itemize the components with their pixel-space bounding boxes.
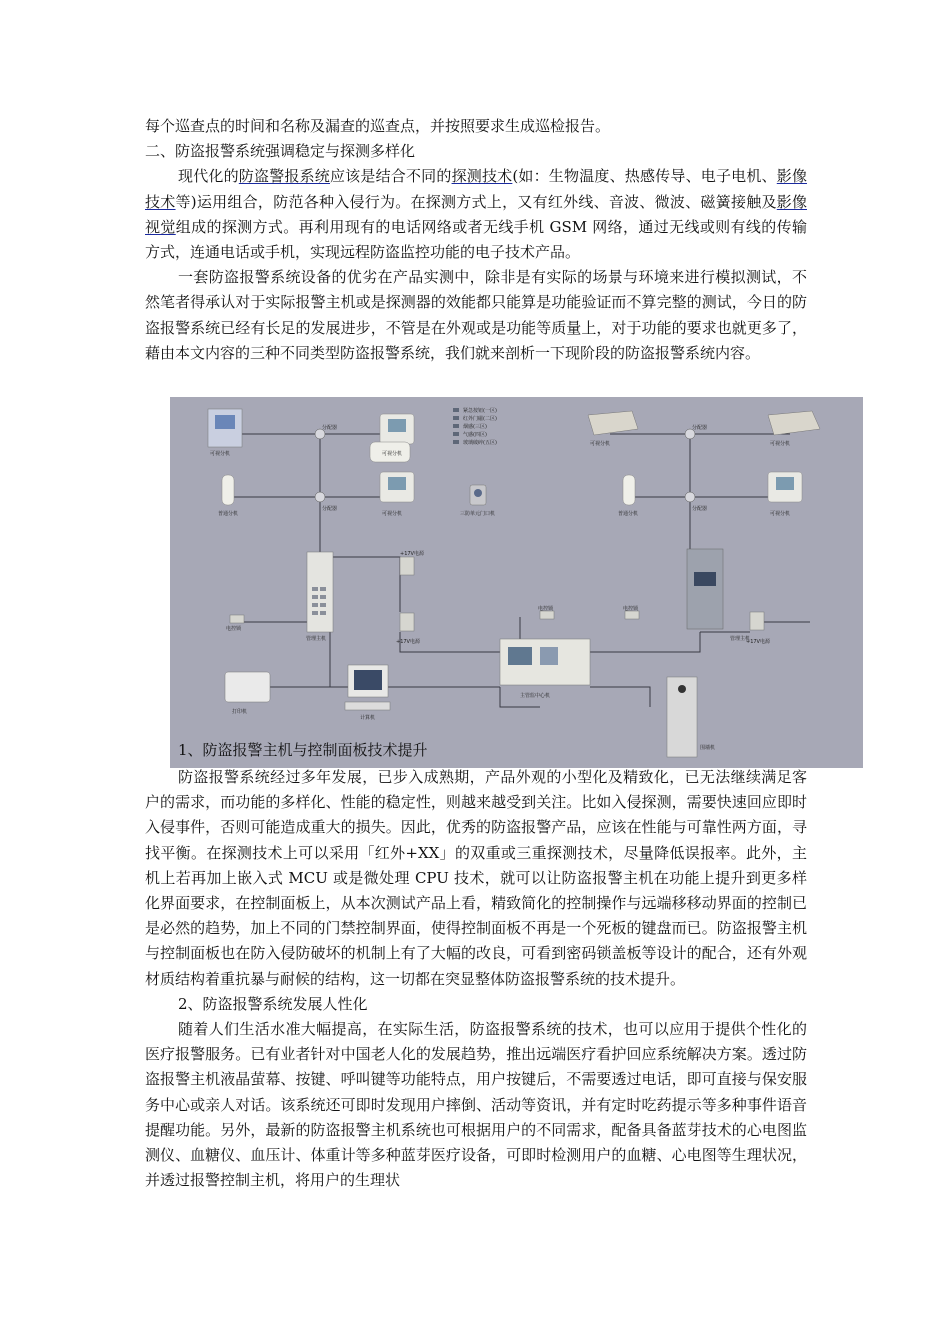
label-sensor1: 紧急按钮(一区) (463, 408, 497, 414)
intro-line: 每个巡查点的时间和名称及漏查的巡查点，并按照要求生成巡检报告。 (145, 117, 611, 135)
label-ext5: 可视分机 (770, 441, 791, 447)
label-sensor2: 红外门磁(二区) (463, 416, 497, 422)
label-ext1: 可视分机 (210, 451, 231, 457)
section-title: 二、防盗报警系统强调稳定与探测多样化 (145, 142, 416, 161)
label-lock2: 电控锁 (538, 606, 554, 612)
label-splitter4: 分配器 (692, 506, 708, 512)
paragraph-3: 防盗报警系统经过多年发展，已步入成熟期，产品外观的小型化及精致化，已无法继续满足客户的需求，而功能的多样化、性能的稳定性，则越来越受到关注。比如入侵探测，需要快速回应即时入侵事件，否则可能造成重大的损失。因此，优秀的防盗报警产品，应该在性能与可靠性两方面，寻找平衡。在探测技术上可以采用「红外+XX」的双重或三重探测技术，尽量降低误报率。此外，主机上若再加上嵌入式 MCU 或是微处理 CPU 技术，就可以让防盗报警主机在功能上提升到更多样化界面要求，在控制面板上，从本次测试产品上看，精致简化的控制操作与远端移移动界面的控制已是必然的趋势，加上不同的门禁控制界面，使得控制面板不再是一个死板的键盘而已。防盗报警主机与控制面板也在防入侵防破坏的机制上有了大幅的改良，可看到密码锁盖板等设计的配合，还有外观材质结构着重抗暴与耐候的结构，这一切都在突显整体防盗报警系统的技术提升。 (145, 768, 807, 988)
figure-caption-heading: 1、防盗报警主机与控制面板技术提升 (178, 741, 428, 759)
label-sensor3: 烟感(三区) (463, 424, 487, 430)
system-diagram-image (170, 397, 863, 768)
label-splitter2: 分配器 (322, 506, 338, 512)
document-body (145, 114, 807, 366)
label-door-cam: 三防单元门口机 (460, 511, 496, 517)
label-splitter1: 分配器 (322, 425, 338, 431)
label-splitter3: 分配器 (692, 425, 708, 431)
label-sensor5: 玻璃破碎(五区) (463, 440, 497, 446)
link-alarm-system[interactable]: 防盗警报系统 (238, 167, 330, 186)
label-lock3: 电控锁 (623, 606, 639, 612)
section-2-heading: 2、防盗报警系统发展人性化 (178, 994, 368, 1013)
label-ext4: 可视分机 (590, 441, 611, 447)
label-pc: 计算机 (360, 715, 376, 721)
paragraph-2: 一套防盗报警系统设备的优劣在产品实测中，除非是有实际的场景与环境来进行模拟测试，不然笔者得承认对于实际报警主机或是探测器的效能都只能算是功能验证而不算完整的测试，今日的防盗报警系统已经有长足的发展进步，不管是在外观或是功能等质量上，对于功能的要求也就更多了，藉由本文内容的三种不同类型防盗报警系统，我们就来剖析一下现阶段的防盗报警系统内容。 (145, 268, 807, 362)
label-power1: +17V电源 (396, 639, 420, 645)
label-lock1: 电控锁 (226, 626, 242, 632)
label-power2: +17V电源 (746, 639, 770, 645)
paragraph-1: 现代化的防盗警报系统应该是结合不同的探测技术(如：生物温度、热感传导、电子电机、影像技术等)运用组合，防范各种入侵行为。在探测方式上，又有红外线、音波、微波、磁簧接触及影像视觉组成的探测方式。再利用现有的电话网络或者无线手机 GSM 网络，通过无线或则有线的传输方式，连通电话或手机，实现远程防盗监控功能的电子技术产品。 (145, 167, 807, 262)
label-ext3: 可视分机 (382, 511, 403, 517)
label-ext6: 可视分机 (770, 511, 791, 517)
label-host2: 管理主机 (730, 636, 751, 642)
label-printer: 打印机 (232, 709, 248, 715)
link-image-vision[interactable]: 影像视觉 (145, 192, 807, 236)
document-body-lower (145, 765, 807, 1193)
label-ext2: 可视分机 (382, 451, 403, 457)
label-doorphone: 围墙机 (700, 745, 716, 751)
link-detection-tech[interactable]: 探测技术 (451, 167, 513, 186)
link-imaging-tech[interactable]: 影像技术 (145, 167, 807, 211)
label-normal1: 普通分机 (218, 511, 239, 517)
label-center: 主管监中心机 (520, 693, 551, 699)
label-normal2: 普通分机 (618, 511, 639, 517)
label-host1: 管理主机 (306, 636, 327, 642)
label-sensor4: 气感(四区) (463, 432, 487, 438)
label-power3: +17V电源 (400, 551, 424, 557)
paragraph-4: 随着人们生活水准大幅提高，在实际生活，防盗报警系统的技术，也可以应用于提供个性化的医疗报警服务。已有业者针对中国老人化的发展趋势，推出远端医疗看护回应系统解决方案。透过防盗报警主机液晶萤幕、按键、呼叫键等功能特点，用户按键后，不需要透过电话，即可直接与保安服务中心或亲人对话。该系统还可即时发现用户摔倒、活动等资讯，并有定时吃药提示等多种事件语音提醒功能。另外，最新的防盗报警主机系统也可根据用户的不同需求，配备具备蓝芽技术的心电图监测仪、血糖仪、血压计、体重计等多种蓝芽医疗设备，可即时检测用户的血糖、心电图等生理状况，并透过报警控制主机，将用户的生理状 (145, 1020, 807, 1190)
